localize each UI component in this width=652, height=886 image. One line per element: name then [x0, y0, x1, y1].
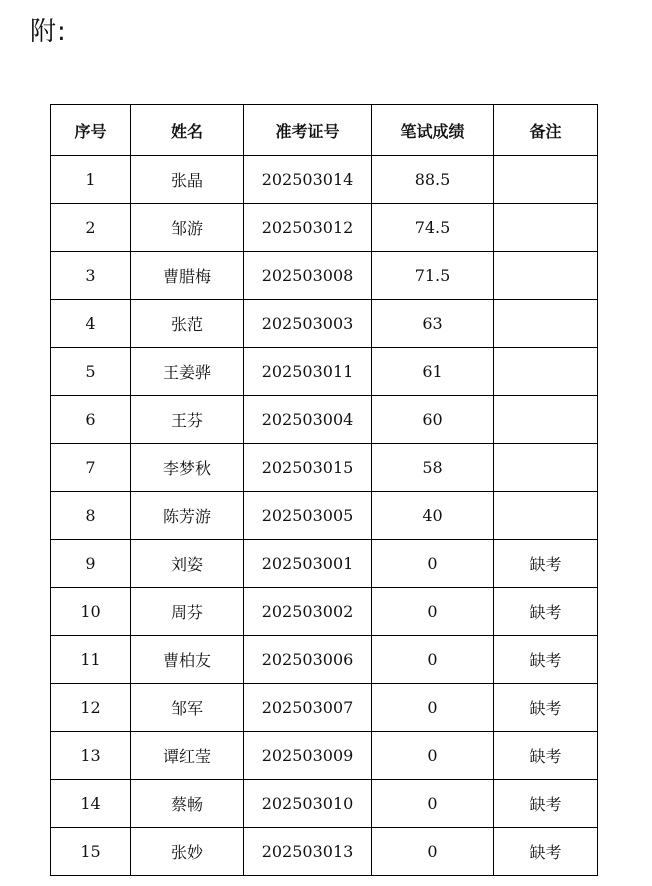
cell-exam-number: 202503003: [244, 300, 372, 348]
cell-name: 邹游: [131, 204, 244, 252]
table-row: [51, 444, 598, 492]
cell-index: 9: [51, 540, 131, 588]
table-row: [51, 780, 598, 828]
cell-name: 曹柏友: [131, 636, 244, 684]
table-row: [51, 732, 598, 780]
cell-exam-number: 202503014: [244, 156, 372, 204]
cell-exam-number: 202503015: [244, 444, 372, 492]
cell-name: 邹军: [131, 684, 244, 732]
cell-exam-number: 202503001: [244, 540, 372, 588]
cell-note: 缺考: [494, 540, 598, 588]
cell-note: [494, 444, 598, 492]
table-row: [51, 252, 598, 300]
cell-note: [494, 348, 598, 396]
cell-index: 4: [51, 300, 131, 348]
table-row: [51, 636, 598, 684]
cell-exam-number: 202503012: [244, 204, 372, 252]
table-row: [51, 156, 598, 204]
table-row: [51, 492, 598, 540]
cell-index: 10: [51, 588, 131, 636]
cell-score: 0: [372, 588, 494, 636]
cell-name: 陈芳游: [131, 492, 244, 540]
cell-name: 刘姿: [131, 540, 244, 588]
cell-index: 5: [51, 348, 131, 396]
cell-note: [494, 300, 598, 348]
cell-note: [494, 396, 598, 444]
column-header-written-score: 笔试成绩: [372, 105, 494, 156]
cell-note: [494, 204, 598, 252]
cell-index: 3: [51, 252, 131, 300]
table-row: [51, 588, 598, 636]
cell-name: 张妙: [131, 828, 244, 876]
column-header-exam-number: 准考证号: [244, 105, 372, 156]
cell-name: 王芬: [131, 396, 244, 444]
cell-name: 王姜骅: [131, 348, 244, 396]
cell-index: 14: [51, 780, 131, 828]
cell-index: 6: [51, 396, 131, 444]
cell-score: 0: [372, 780, 494, 828]
cell-name: 张范: [131, 300, 244, 348]
cell-index: 8: [51, 492, 131, 540]
cell-exam-number: 202503006: [244, 636, 372, 684]
column-header-name: 姓名: [131, 105, 244, 156]
cell-index: 2: [51, 204, 131, 252]
cell-score: 58: [372, 444, 494, 492]
results-table: [50, 104, 598, 876]
cell-note: 缺考: [494, 684, 598, 732]
cell-name: 谭红莹: [131, 732, 244, 780]
column-header-remarks: 备注: [494, 105, 598, 156]
cell-name: 周芬: [131, 588, 244, 636]
cell-note: 缺考: [494, 828, 598, 876]
cell-score: 74.5: [372, 204, 494, 252]
cell-name: 曹腊梅: [131, 252, 244, 300]
cell-note: [494, 156, 598, 204]
table-row: [51, 348, 598, 396]
cell-score: 0: [372, 684, 494, 732]
cell-score: 61: [372, 348, 494, 396]
table-row: [51, 828, 598, 876]
cell-exam-number: 202503013: [244, 828, 372, 876]
cell-index: 7: [51, 444, 131, 492]
cell-exam-number: 202503008: [244, 252, 372, 300]
cell-score: 88.5: [372, 156, 494, 204]
cell-note: [494, 252, 598, 300]
cell-name: 张晶: [131, 156, 244, 204]
cell-index: 12: [51, 684, 131, 732]
table-row: [51, 396, 598, 444]
table-row: [51, 684, 598, 732]
page-heading: 附:: [30, 17, 67, 47]
cell-exam-number: 202503010: [244, 780, 372, 828]
cell-exam-number: 202503011: [244, 348, 372, 396]
cell-score: 0: [372, 540, 494, 588]
table-header-row: [51, 105, 598, 156]
cell-index: 13: [51, 732, 131, 780]
cell-exam-number: 202503007: [244, 684, 372, 732]
table-row: [51, 540, 598, 588]
cell-exam-number: 202503009: [244, 732, 372, 780]
cell-name: 蔡畅: [131, 780, 244, 828]
cell-index: 1: [51, 156, 131, 204]
cell-note: 缺考: [494, 636, 598, 684]
cell-score: 71.5: [372, 252, 494, 300]
cell-note: 缺考: [494, 780, 598, 828]
cell-exam-number: 202503002: [244, 588, 372, 636]
table-row: [51, 204, 598, 252]
cell-name: 李梦秋: [131, 444, 244, 492]
cell-score: 0: [372, 636, 494, 684]
column-header-index: 序号: [51, 105, 131, 156]
cell-index: 15: [51, 828, 131, 876]
cell-exam-number: 202503005: [244, 492, 372, 540]
cell-exam-number: 202503004: [244, 396, 372, 444]
cell-index: 11: [51, 636, 131, 684]
cell-score: 60: [372, 396, 494, 444]
cell-score: 40: [372, 492, 494, 540]
cell-note: 缺考: [494, 732, 598, 780]
cell-score: 0: [372, 732, 494, 780]
cell-note: 缺考: [494, 588, 598, 636]
cell-score: 63: [372, 300, 494, 348]
table-row: [51, 300, 598, 348]
cell-score: 0: [372, 828, 494, 876]
cell-note: [494, 492, 598, 540]
